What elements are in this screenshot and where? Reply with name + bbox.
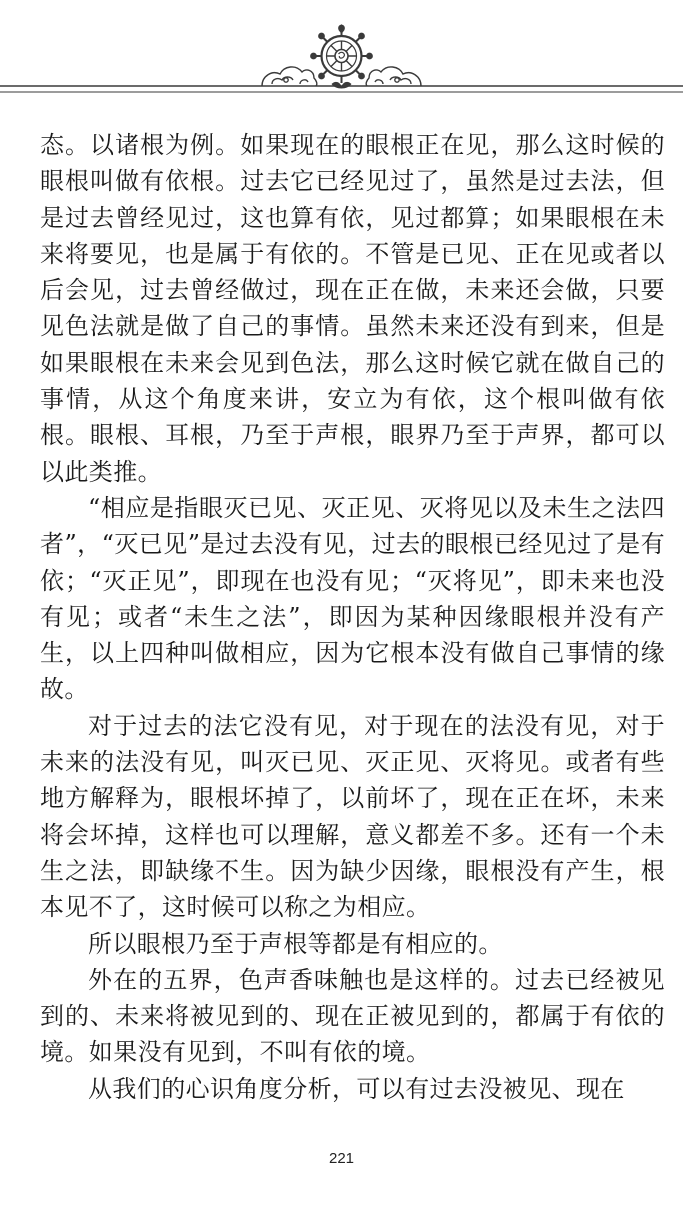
- paragraph-6: 从我们的心识角度分析，可以有过去没被见、现在: [88, 1074, 625, 1103]
- page-header-ornament: [0, 0, 683, 120]
- page-body: [40, 127, 665, 1107]
- dharma-wheel-icon: [0, 0, 683, 120]
- paragraph-3: 对于过去的法它没有见，对于现在的法没有见，对于未来的法没有见，叫灭已见、灭正见、灭将见。或者有些地方解释为，眼根坏掉了，以前坏了，现在正在坏，未来将会坏掉，这样也可以理解，意义都差不多。还有一个未生之法，即缺缘不生。因为缺少因缘，眼根没有产生，根本见不了，这时候可以称之为相应。: [40, 711, 665, 922]
- paragraph-5: 外在的五界，色声香味触也是这样的。过去已经被见到的、未来将被见到的、现在正被见到的，都属于有依的境。如果没有见到，不叫有依的境。: [40, 965, 665, 1067]
- paragraph-1: 态。以诸根为例。如果现在的眼根正在见，那么这时候的眼根叫做有依根。过去它已经见过了，虽然是过去法，但是过去曾经见过，这也算有依，见过都算；如果眼根在未来将要见，也是属于有依的。不管是已见、正在见或者以后会见，过去曾经做过，现在正在做，未来还会做，只要见色法就是做了自己的事情。虽然未来还没有到来，但是如果眼根在未来会见到色法，那么这时候它就在做自己的事情，从这个角度来讲，安立为有依，这个根叫做有依根。眼根、耳根，乃至于声根，眼界乃至于声界，都可以以此类推。: [40, 131, 665, 486]
- paragraph-2: “相应是指眼灭已见、灭正见、灭将见以及未生之法四者”，“灭已见”是过去没有见，过去的眼根已经见过了是有依；“灭正见”，即现在也没有见；“灭将见”，即未来也没有见；或者“未生之法”，即因为某种因缘眼根并没有产生，以上四种叫做相应，因为它根本没有做自己事情的缘故。: [40, 493, 665, 704]
- paragraph-4: 所以眼根乃至于声根等都是有相应的。: [88, 929, 503, 958]
- page-number: 221: [328, 1150, 355, 1167]
